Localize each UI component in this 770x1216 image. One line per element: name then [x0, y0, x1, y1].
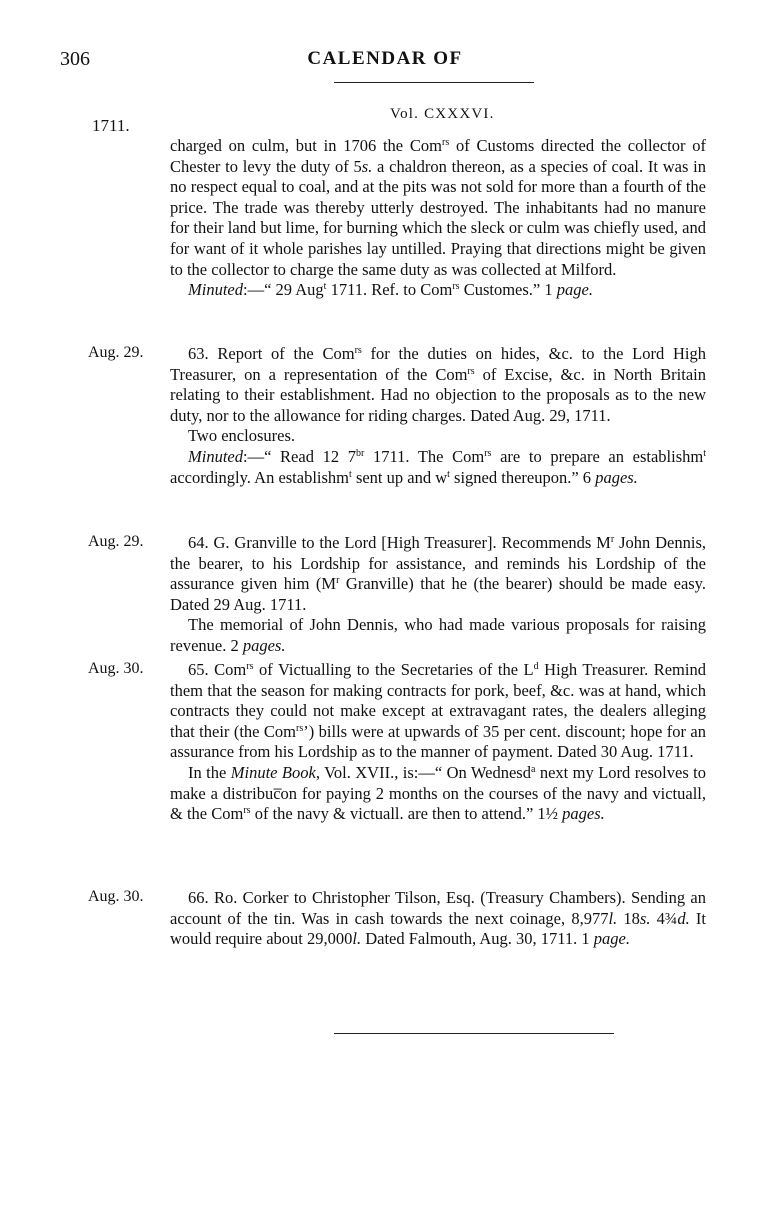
entry-date: Aug. 30. [88, 660, 144, 677]
entry-enclosures: Two enclosures. [188, 426, 295, 446]
entry-text: 64. G. Granville to the Lord [High Treasurer]. Recommends $M^r$ John Dennis, the bearer, to his Lordship for assistance, and reminds his Lordship of the assurance given him ($M^r$ Granville) that he (the bearer) should be made easy. Dated 29 Aug. 1711. [170, 533, 706, 614]
continuation-minute: Minuted:—“ 29 Aug$^t$ 1711. Ref. to Com$^{rs}$ Customes.” 1 page. [188, 280, 593, 300]
entry-text: 63. Report of the Com$^{rs}$ for the duties on hides, &c. to the Lord High Treasurer, on a representation of the Com$^{rs}$ of Excise, &c. in North Britain relating to their establishment. Had no objection to the proposals as to the new duty, nor to the allowance for riding charges. Dated Aug. 29, 1711. [170, 344, 706, 425]
entry-text: 66. Ro. Corker to Christopher Tilson, Esq. (Treasury Chambers). Sending an account of the tin. Was in cash towards the next coinage, 8,977l. 18s. 4¾d. It would require about 29,000l. Dated Falmouth, Aug. 30, 1711. 1 page. [170, 888, 706, 949]
page-number: 306 [60, 48, 90, 70]
entry-65 [170, 660, 706, 825]
entry-minute: In the Minute Book, Vol. XVII., is:—“ On Wednesd$^a$ next my Lord resolves to make a distribuc̅on for paying 2 months on the courses of the navy and victuall, & the Com$^{rs}$ of the navy & victuall. are then to attend.” 1½ pages. [170, 762, 707, 824]
entry-64 [170, 533, 706, 657]
continuation-text: charged on culm, but in 1706 the Com$^{rs}$ of Customs directed the collector of Chester to levy the duty of 5s. a chaldron thereon, as a species of coal. It was in no respect equal to coal, and at the pits was not sold for more than a fourth of the price. The trade was thereby utterly destroyed. The inhabitants had no manure for their land but lime, for burning which the sleck or culm was chiefly used, and for want of it whole parishes lay untilled. Praying that directions might be given to the collector to charge the same duty as was collected at Milford. [170, 136, 707, 279]
header-rule [334, 82, 534, 83]
closing-rule [334, 1033, 614, 1034]
volume-heading: Vol. CXXXVI. [390, 106, 495, 122]
entry-63 [170, 344, 706, 488]
entry-text: 65. Com$^{rs}$ of Victualling to the Secretaries of the $L^d$ High Treasurer. Remind them that the season for making contracts for pork, beef, &c. was at hand, which contracts they could not make except at extravagant rates, the dealers alleging that their (the Com$^{rs}$’) bills were at upwards of 35 per cent. discount; hope for an assurance from his Lordship as to the manner of payment. Dated 30 Aug. 1711. [170, 660, 706, 762]
running-title: CALENDAR OF [307, 48, 463, 69]
entry-enclosure: The memorial of John Dennis, who had made various proposals for raising revenue. 2 pages. [170, 615, 706, 655]
entry-date: Aug. 29. [88, 344, 144, 361]
margin-year: 1711. [92, 116, 130, 135]
entry-66 [170, 888, 706, 950]
entry-minute: Minuted:—“ Read 12 $7^{br}$ 1711. The Com$^{rs}$ are to prepare an establishm$^t$ accordingly. An establishm$^t$ sent up and $w^t$ signed thereupon.” 6 pages. [170, 446, 706, 487]
entry-date: Aug. 29. [88, 533, 144, 550]
entry-continuation [170, 136, 706, 301]
entry-date: Aug. 30. [88, 888, 144, 905]
